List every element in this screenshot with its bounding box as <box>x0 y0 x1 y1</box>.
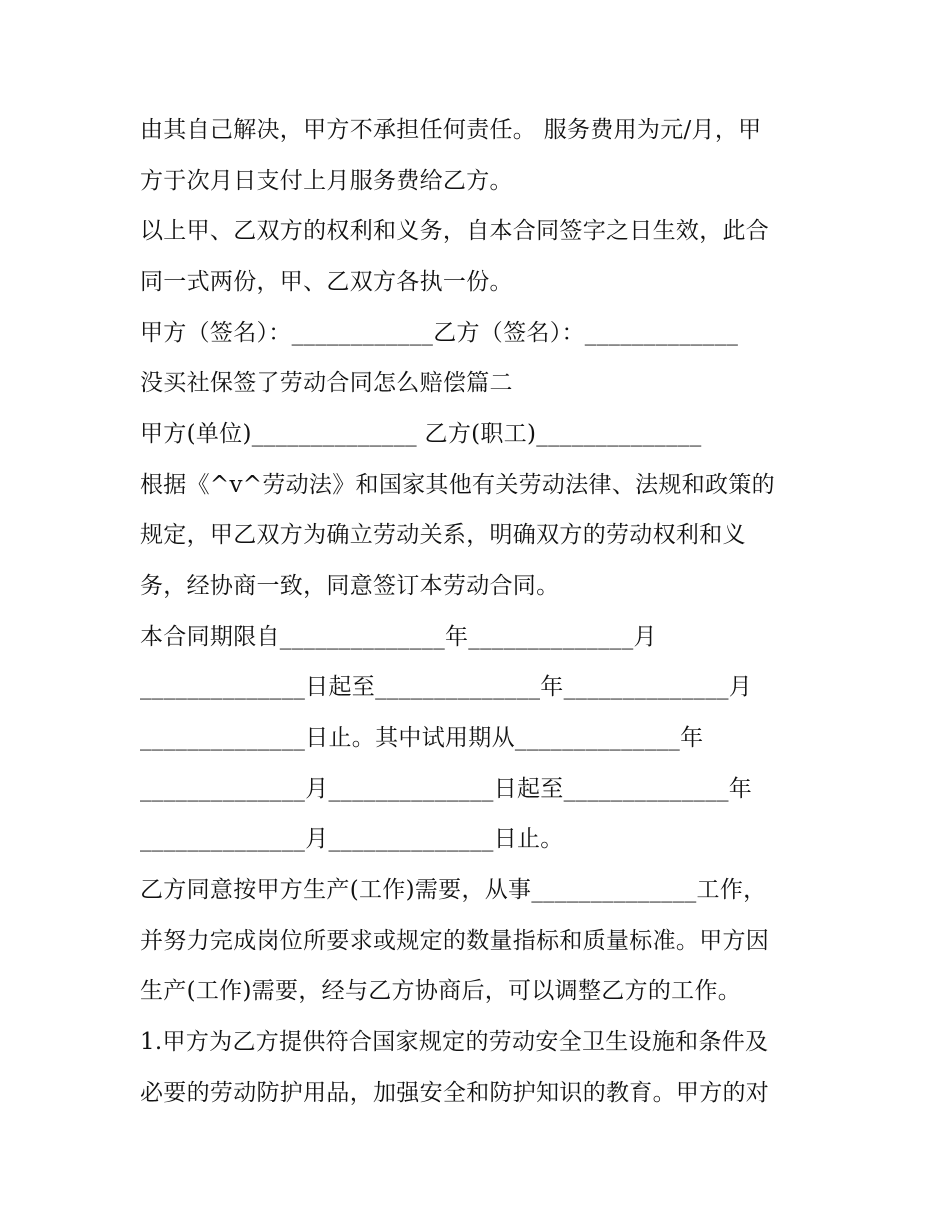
text-line: 必要的劳动防护用品，加强安全和防护知识的教育。甲方的对 <box>140 1080 770 1106</box>
text-line: 并努力完成岗位所要求或规定的数量指标和质量标准。甲方因 <box>140 928 770 954</box>
text-line: 乙方同意按甲方生产(工作)需要，从事______________工作， <box>140 877 767 903</box>
signature-line: 甲方（签名）：____________乙方（签名）：_____________ <box>140 320 739 346</box>
text-line: 方于次月日支付上月服务费给乙方。 <box>140 168 513 194</box>
term-line: ______________月______________日止。 <box>140 826 564 852</box>
term-line: ______________月______________日起至______________年 <box>140 776 753 802</box>
section-title: 没买社保签了劳动合同怎么赔偿篇二 <box>140 370 513 396</box>
text-line: 规定，甲乙双方为确立劳动关系，明确双方的劳动权利和义 <box>140 522 746 548</box>
text-line: 根据《^v^劳动法》和国家其他有关劳动法律、法规和政策的 <box>140 472 775 498</box>
text-line: 生产(工作)需要，经与乙方协商后，可以调整乙方的工作。 <box>140 978 742 1004</box>
term-line: ______________日止。其中试用期从______________年 <box>140 725 704 751</box>
text-line: 务，经协商一致，同意签订本劳动合同。 <box>140 573 560 599</box>
text-line: 1.甲方为乙方提供符合国家规定的劳动安全卫生设施和条件及 <box>140 1029 769 1055</box>
text-line: 同一式两份，甲、乙双方各执一份。 <box>140 269 513 295</box>
text-line: 由其自己解决，甲方不承担任何责任。 服务费用为元/月，甲 <box>140 117 762 143</box>
term-line: ______________日起至______________年______________月 <box>140 674 753 700</box>
parties-line: 甲方(单位)______________ 乙方(职工)______________ <box>140 421 702 447</box>
term-line: 本合同期限自______________年______________月 <box>140 624 657 650</box>
text-line: 以上甲、乙双方的权利和义务，自本合同签字之日生效，此合 <box>140 218 770 244</box>
